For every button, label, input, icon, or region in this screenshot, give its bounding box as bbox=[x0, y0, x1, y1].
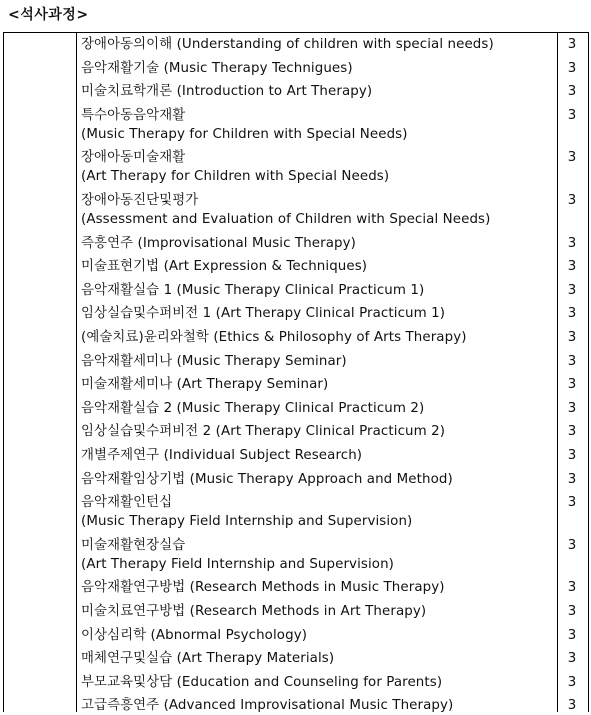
course-name-line: (예술치료)윤리와철학 (Ethics & Philosophy of Arts Therapy) bbox=[81, 330, 467, 345]
course-credits: 3 bbox=[567, 495, 577, 511]
course-name bbox=[81, 470, 553, 489]
course-name-line: 음악재활연구방법 (Research Methods in Music Therapy) bbox=[81, 580, 445, 596]
course-name-line: (Music Therapy Field Internship and Supervision) bbox=[81, 514, 413, 530]
course-name bbox=[81, 422, 553, 441]
course-name bbox=[81, 106, 553, 144]
course-credits: 3 bbox=[567, 400, 577, 416]
course-name bbox=[81, 352, 553, 371]
course-credits: 3 bbox=[567, 537, 577, 553]
course-name-line: 장애아동진단및평가 bbox=[81, 193, 199, 208]
course-name-line: 음악재활실습 1 (Music Therapy Clinical Practicum 1) bbox=[81, 282, 425, 298]
course-name-line: 음악재활임상기법 (Music Therapy Approach and Method) bbox=[81, 471, 453, 487]
course-credits: 3 bbox=[567, 60, 577, 76]
course-name-line: 미술표현기법 (Art Expression & Techniques) bbox=[81, 259, 368, 275]
course-name-line: 이상심리학 (Abnormal Psychology) bbox=[81, 627, 308, 643]
course-name bbox=[81, 536, 553, 574]
course-name-line: 임상실습및수퍼비전 2 (Art Therapy Clinical Practicum 2) bbox=[81, 424, 446, 440]
course-credits: 3 bbox=[567, 580, 577, 596]
course-name bbox=[81, 375, 553, 394]
course-name-line: 장애아동의이해 (Understanding of children with special needs) bbox=[81, 37, 494, 52]
course-name bbox=[81, 281, 553, 300]
course-name bbox=[81, 82, 553, 101]
course-name-line: 개별주제연구 (Individual Subject Research) bbox=[81, 448, 363, 463]
course-credits: 3 bbox=[567, 107, 577, 123]
section-title: <석사과정> bbox=[8, 7, 89, 23]
course-name-line: 즉흥연주 (Improvisational Music Therapy) bbox=[81, 235, 356, 251]
course-credits: 3 bbox=[567, 84, 577, 100]
course-credits: 3 bbox=[567, 674, 577, 690]
course-name-line: 음악재활세미나 (Music Therapy Seminar) bbox=[81, 353, 347, 369]
course-credits: 3 bbox=[567, 448, 577, 463]
course-credits: 3 bbox=[567, 424, 577, 440]
course-name-line: 특수아동음악재활 bbox=[81, 107, 186, 123]
course-name bbox=[81, 328, 553, 347]
course-credits: 3 bbox=[567, 651, 577, 667]
course-credits: 3 bbox=[567, 330, 577, 345]
course-credits: 3 bbox=[567, 471, 577, 487]
course-name-line: 부모교육및상담 (Education and Counseling for Parents) bbox=[81, 674, 443, 690]
course-credits: 3 bbox=[567, 353, 577, 369]
course-name-line: (Art Therapy Field Internship and Supervision) bbox=[81, 556, 395, 572]
course-credits: 3 bbox=[567, 235, 577, 251]
course-credits: 3 bbox=[567, 377, 577, 393]
course-name-line: 미술재활현장실습 bbox=[81, 537, 186, 553]
course-credits: 3 bbox=[567, 193, 577, 208]
course-name-line: (Assessment and Evaluation of Children with Special Needs) bbox=[81, 212, 491, 227]
course-name bbox=[81, 626, 553, 645]
course-name-line: 장애아동미술재활 bbox=[81, 150, 186, 166]
course-name-line: 고급즉흥연주 (Advanced Improvisational Music Therapy) bbox=[81, 698, 454, 714]
course-name bbox=[81, 399, 553, 418]
course-credits: 3 bbox=[567, 150, 577, 166]
course-name bbox=[81, 148, 553, 186]
course-name-line: (Art Therapy for Children with Special Needs) bbox=[81, 169, 390, 185]
course-name bbox=[81, 578, 553, 597]
course-name-line: 미술치료연구방법 (Research Methods in Art Therapy) bbox=[81, 604, 427, 619]
course-name bbox=[81, 446, 553, 465]
course-credits: 3 bbox=[567, 37, 577, 52]
course-credits: 3 bbox=[567, 259, 577, 275]
course-credits: 3 bbox=[567, 306, 577, 322]
course-credits: 3 bbox=[567, 698, 577, 714]
course-name bbox=[81, 602, 553, 621]
course-name-line: (Music Therapy for Children with Special Needs) bbox=[81, 126, 408, 142]
course-credits: 3 bbox=[567, 604, 577, 619]
course-name-line: 음악재활기술 (Music Therapy Technigues) bbox=[81, 60, 353, 76]
course-name-line: 음악재활실습 2 (Music Therapy Clinical Practicum 2) bbox=[81, 400, 425, 416]
course-name-line: 임상실습및수퍼비전 1 (Art Therapy Clinical Practicum 1) bbox=[81, 306, 446, 322]
course-name bbox=[81, 35, 553, 54]
course-name-line: 음악재활인턴십 bbox=[81, 495, 173, 511]
course-name bbox=[81, 191, 553, 229]
course-table bbox=[3, 32, 589, 712]
course-credits: 3 bbox=[567, 627, 577, 643]
course-name bbox=[81, 673, 553, 692]
course-name bbox=[81, 304, 553, 323]
course-name bbox=[81, 257, 553, 276]
course-name-line: 미술재활세미나 (Art Therapy Seminar) bbox=[81, 377, 329, 393]
course-name bbox=[81, 696, 553, 715]
course-credits: 3 bbox=[567, 282, 577, 298]
column-divider bbox=[76, 33, 77, 712]
course-name-line: 매체연구및실습 (Art Therapy Materials) bbox=[81, 651, 335, 667]
course-name bbox=[81, 649, 553, 668]
course-name bbox=[81, 59, 553, 78]
course-name-line: 미술치료학개론 (Introduction to Art Therapy) bbox=[81, 84, 373, 100]
course-name bbox=[81, 493, 553, 531]
course-name bbox=[81, 234, 553, 253]
